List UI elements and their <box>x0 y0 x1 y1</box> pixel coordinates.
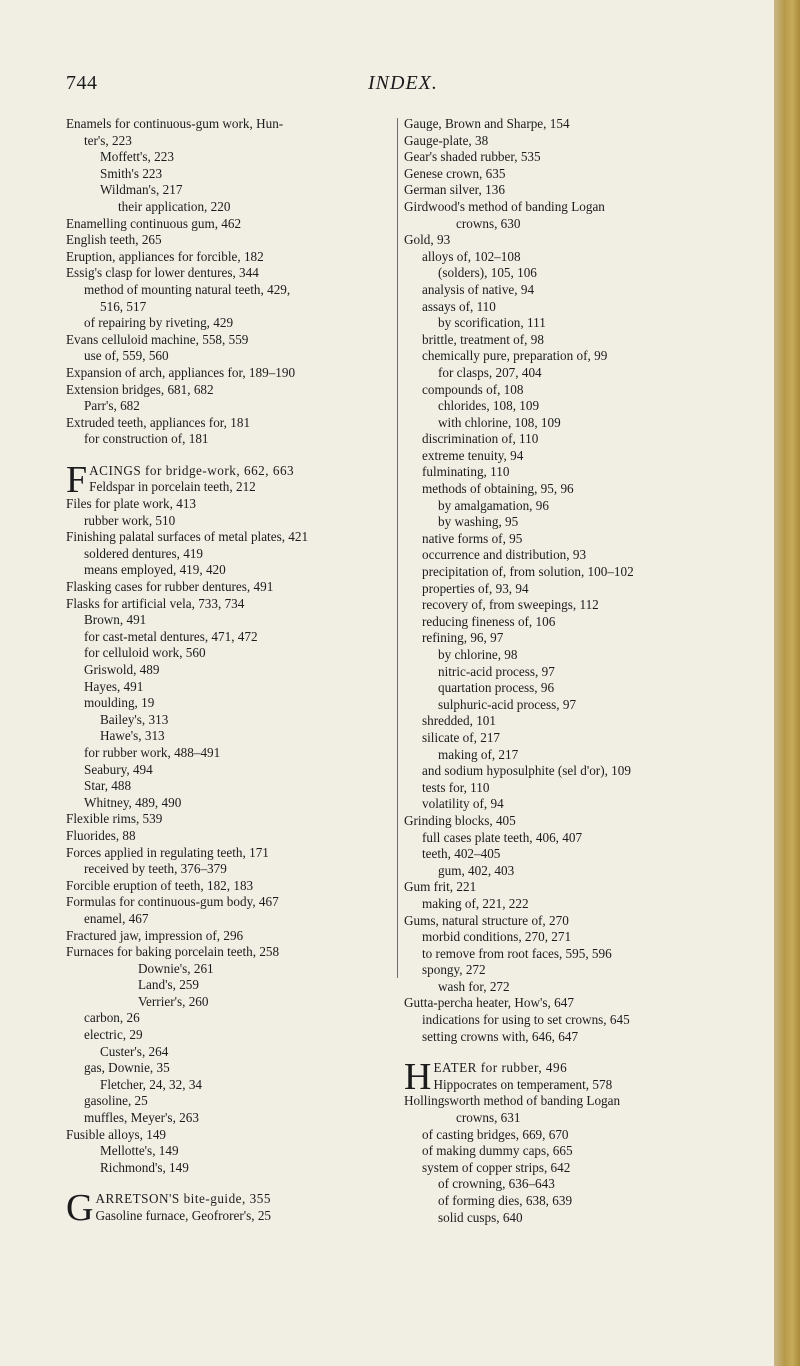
index-subentry: Parr's, 682 <box>84 398 140 414</box>
index-subentry: Wildman's, 217 <box>100 182 183 198</box>
index-subentry: morbid conditions, 270, 271 <box>422 929 572 945</box>
index-entry: Expansion of arch, appliances for, 189–190 <box>66 364 296 380</box>
index-subentry: gum, 402, 403 <box>438 862 515 878</box>
index-subentry: gasoline, 25 <box>84 1093 148 1109</box>
drop-cap: F <box>66 458 88 501</box>
index-subentry: Mellotte's, 149 <box>100 1143 179 1159</box>
index-entry: Fluorides, 88 <box>66 827 136 843</box>
index-subentry: of repairing by riveting, 429 <box>84 315 234 331</box>
index-entry: Furnaces for baking porcelain teeth, 258 <box>66 944 280 960</box>
index-entry: Hippocrates on temperament, 578 <box>433 1076 613 1092</box>
index-entry: Hollingsworth method of banding Logan <box>404 1093 621 1109</box>
index-subentry: for cast-metal dentures, 471, 472 <box>84 628 258 644</box>
index-subentry: Bailey's, 313 <box>100 711 169 727</box>
index-subentry: quartation process, 96 <box>438 680 555 696</box>
index-subentry: Fletcher, 24, 32, 34 <box>100 1076 203 1092</box>
index-entry: Gum frit, 221 <box>404 879 477 895</box>
index-subentry: to remove from root faces, 595, 596 <box>422 945 612 961</box>
index-subentry: compounds of, 108 <box>422 381 524 397</box>
index-subentry: solid cusps, 640 <box>438 1209 523 1225</box>
page-edge <box>774 0 800 1366</box>
index-subentry: (solders), 105, 106 <box>438 265 537 281</box>
index-entry: Files for plate work, 413 <box>66 496 197 512</box>
index-column-right <box>404 116 742 1226</box>
index-subentry: chemically pure, preparation of, 99 <box>422 348 608 364</box>
index-subentry: Downie's, 261 <box>138 960 214 976</box>
section-gap <box>66 448 398 463</box>
index-subentry: recovery of, from sweepings, 112 <box>422 597 599 613</box>
index-entry: Enamelling continuous gum, 462 <box>66 215 242 231</box>
index-subentry: setting crowns with, 646, 647 <box>422 1028 579 1044</box>
index-subentry: system of copper strips, 642 <box>422 1159 571 1175</box>
index-subentry: refining, 96, 97 <box>422 630 504 646</box>
index-subentry: for clasps, 207, 404 <box>438 364 542 380</box>
index-subentry: muffles, Meyer's, 263 <box>84 1110 199 1126</box>
index-subentry: teeth, 402–405 <box>422 846 501 862</box>
index-subentry: for construction of, 181 <box>84 431 209 447</box>
index-entry-text: EATER for rubber, 496 <box>433 1060 568 1076</box>
index-entry: Grinding blocks, 405 <box>404 812 516 828</box>
index-subentry: of forming dies, 638, 639 <box>438 1193 573 1208</box>
index-subentry: crowns, 630 <box>456 215 521 231</box>
index-entry: Gauge-plate, 38 <box>404 132 489 148</box>
index-subentry: reducing fineness of, 106 <box>422 613 556 629</box>
index-subentry: electric, 29 <box>84 1027 143 1043</box>
index-subentry: nitric-acid process, 97 <box>438 663 555 679</box>
index-entry: Fractured jaw, impression of, 296 <box>66 927 244 943</box>
index-subentry: and sodium hyposulphite (sel d'or), 109 <box>422 763 631 779</box>
index-subentry: Smith's 223 <box>100 165 163 181</box>
index-entry: Evans celluloid machine, 558, 559 <box>66 331 249 347</box>
index-subentry: silicate of, 217 <box>422 729 501 745</box>
index-subentry: by scorification, 111 <box>438 315 546 331</box>
index-subentry: for rubber work, 488–491 <box>84 744 221 760</box>
index-subentry: methods of obtaining, 95, 96 <box>422 481 574 497</box>
index-subentry: moulding, 19 <box>84 695 155 711</box>
drop-cap: G <box>66 1187 94 1230</box>
index-subentry: precipitation of, from solution, 100–102 <box>422 564 634 580</box>
index-subentry: analysis of native, 94 <box>422 281 535 297</box>
index-subentry: with chlorine, 108, 109 <box>438 414 561 430</box>
page-number: 744 <box>66 72 98 94</box>
index-column-left <box>66 116 398 1230</box>
index-subentry: discrimination of, 110 <box>422 431 539 447</box>
index-subentry: shredded, 101 <box>422 713 496 729</box>
index-subentry: use of, 559, 560 <box>84 348 169 364</box>
index-subentry: Whitney, 489, 490 <box>84 794 182 810</box>
index-subentry: extreme tenuity, 94 <box>422 447 524 463</box>
index-subentry: Hayes, 491 <box>84 678 144 694</box>
index-subentry: volatility of, 94 <box>422 796 504 812</box>
index-entry: Fusible alloys, 149 <box>66 1126 167 1142</box>
index-subentry: occurrence and distribution, 93 <box>422 547 587 563</box>
index-subentry: crowns, 631 <box>456 1110 521 1126</box>
index-subentry: brittle, treatment of, 98 <box>422 331 544 347</box>
index-subentry: tests for, 110 <box>422 779 490 795</box>
index-entry: Girdwood's method of banding Logan <box>404 198 605 214</box>
index-subentry: ter's, 223 <box>84 132 132 148</box>
index-subentry: Star, 488 <box>84 778 132 794</box>
index-subentry: for celluloid work, 560 <box>84 645 206 661</box>
index-subentry: assays of, 110 <box>422 298 496 314</box>
index-subentry: Griswold, 489 <box>84 662 160 677</box>
index-entry: Flasking cases for rubber dentures, 491 <box>66 579 274 595</box>
index-entry: Gasoline furnace, Geofrorer's, 25 <box>95 1208 272 1223</box>
index-subentry: carbon, 26 <box>84 1010 140 1026</box>
section-gap <box>404 1045 742 1060</box>
index-subentry: fulminating, 110 <box>422 464 510 480</box>
index-subentry: native forms of, 95 <box>422 530 523 546</box>
drop-cap: H <box>404 1056 432 1099</box>
index-subentry: alloys of, 102–108 <box>422 248 521 264</box>
index-subentry: sulphuric-acid process, 97 <box>438 696 577 712</box>
index-subentry: Land's, 259 <box>138 977 199 993</box>
index-subentry: of crowning, 636–643 <box>438 1176 555 1192</box>
index-subentry: making of, 221, 222 <box>422 895 529 911</box>
index-subentry: means employed, 419, 420 <box>84 562 226 578</box>
index-subentry: rubber work, 510 <box>84 512 176 528</box>
index-subentry: by amalgamation, 96 <box>438 497 549 513</box>
index-entry: Gums, natural structure of, 270 <box>404 912 569 928</box>
index-entry: Gutta-percha heater, How's, 647 <box>404 995 574 1011</box>
running-header <box>0 72 774 96</box>
index-entry: Eruption, appliances for forcible, 182 <box>66 248 264 264</box>
index-subentry: Hawe's, 313 <box>100 728 165 744</box>
index-subentry: spongy, 272 <box>422 962 486 978</box>
index-entry: Gear's shaded rubber, 535 <box>404 149 541 165</box>
index-entry: Enamels for continuous-gum work, Hun- <box>66 116 284 131</box>
index-subentry: making of, 217 <box>438 746 519 762</box>
index-entry: Extruded teeth, appliances for, 181 <box>66 414 251 430</box>
index-subentry: of making dummy caps, 665 <box>422 1143 573 1159</box>
index-subentry: enamel, 467 <box>84 910 149 926</box>
index-subentry: properties of, 93, 94 <box>422 580 529 596</box>
index-subentry: 516, 517 <box>100 298 147 314</box>
index-entry: Gold, 93 <box>404 232 451 248</box>
index-subentry: Verrier's, 260 <box>138 993 209 1009</box>
index-subentry: method of mounting natural teeth, 429, <box>84 281 291 297</box>
index-subentry: Richmond's, 149 <box>100 1159 189 1175</box>
index-subentry: Custer's, 264 <box>100 1043 169 1059</box>
page-title: INDEX. <box>368 72 438 94</box>
index-subentry: indications for using to set crowns, 645 <box>422 1012 630 1028</box>
index-entry-text: ACINGS for bridge-work, 662, 663 <box>89 462 295 478</box>
index-subentry: by washing, 95 <box>438 514 519 530</box>
index-entry: Forcible eruption of teeth, 182, 183 <box>66 877 254 893</box>
index-subentry: Seabury, 494 <box>84 761 153 777</box>
index-entry: Essig's clasp for lower dentures, 344 <box>66 265 259 281</box>
index-subentry: full cases plate teeth, 406, 407 <box>422 829 583 845</box>
index-entry: Flexible rims, 539 <box>66 811 163 827</box>
index-entry: German silver, 136 <box>404 182 505 198</box>
index-entry: Feldspar in porcelain teeth, 212 <box>89 479 256 495</box>
index-subentry: of casting bridges, 669, 670 <box>422 1126 569 1142</box>
index-entry: Flasks for artificial vela, 733, 734 <box>66 595 245 611</box>
index-entry: Gauge, Brown and Sharpe, 154 <box>404 116 570 131</box>
index-entry: English teeth, 265 <box>66 232 162 248</box>
index-subentry: soldered dentures, 419 <box>84 545 204 561</box>
index-subentry: chlorides, 108, 109 <box>438 398 540 414</box>
index-subentry: Brown, 491 <box>84 612 147 628</box>
index-entry: Formulas for continuous-gum body, 467 <box>66 894 279 910</box>
index-subentry: received by teeth, 376–379 <box>84 861 227 877</box>
index-entry: Finishing palatal surfaces of metal plates, 421 <box>66 529 309 545</box>
index-subentry: wash for, 272 <box>438 978 510 994</box>
index-subentry: Moffett's, 223 <box>100 149 174 165</box>
index-subentry: gas, Downie, 35 <box>84 1060 170 1076</box>
index-entry: Extension bridges, 681, 682 <box>66 381 214 397</box>
index-entry: Forces applied in regulating teeth, 171 <box>66 844 269 860</box>
index-subentry: by chlorine, 98 <box>438 647 518 662</box>
section-gap <box>66 1176 398 1191</box>
column-divider <box>397 118 398 978</box>
index-entry: Genese crown, 635 <box>404 165 506 181</box>
index-subentry: their application, 220 <box>118 198 231 214</box>
index-entry-text: ARRETSON'S bite-guide, 355 <box>95 1191 271 1207</box>
